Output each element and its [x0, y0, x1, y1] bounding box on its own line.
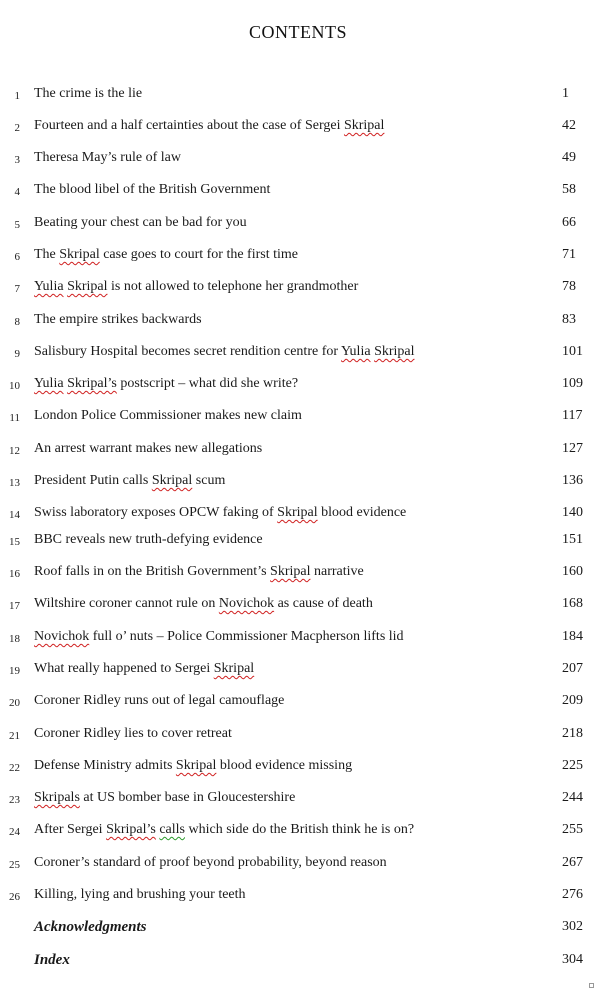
chapter-number: 9 — [14, 348, 20, 360]
page-number: 83 — [562, 312, 576, 327]
page-number: 140 — [562, 505, 583, 520]
chapter-number: 4 — [14, 186, 20, 198]
chapter-title[interactable] — [34, 473, 225, 489]
toc-row[interactable] — [0, 344, 596, 366]
page-number: 117 — [562, 408, 583, 423]
title-segment: Defense Ministry admits — [34, 758, 176, 773]
title-segment: full o’ nuts – Police Commissioner Macpherson lifts lid — [89, 629, 404, 644]
chapter-number: 26 — [9, 891, 20, 903]
page-number: 71 — [562, 247, 576, 262]
spellcheck-flagged-word: Skripal’s — [106, 822, 156, 837]
title-segment: Killing, lying and brushing your teeth — [34, 887, 246, 902]
chapter-number: 3 — [14, 154, 20, 166]
toc-row[interactable] — [0, 532, 596, 554]
toc-row[interactable] — [0, 247, 596, 269]
chapter-title[interactable] — [34, 822, 414, 838]
chapter-title[interactable] — [34, 855, 387, 871]
chapter-title[interactable] — [34, 312, 202, 328]
chapter-title[interactable] — [34, 790, 295, 806]
toc-row[interactable] — [0, 661, 596, 683]
title-segment: Beating your chest can be bad for you — [34, 215, 247, 230]
chapter-number: 5 — [14, 219, 20, 231]
title-segment: Theresa May’s rule of law — [34, 150, 181, 165]
chapter-number: 1 — [14, 90, 20, 102]
backmatter-title[interactable]: Index — [34, 952, 70, 968]
toc-row[interactable] — [0, 441, 596, 463]
spellcheck-flagged-word: Skripal — [175, 758, 217, 773]
chapter-title[interactable] — [34, 441, 262, 457]
title-segment: Coroner’s standard of proof beyond probability, beyond reason — [34, 855, 387, 870]
chapter-number: 7 — [14, 283, 20, 295]
chapter-number: 19 — [9, 665, 20, 677]
title-segment: Salisbury Hospital becomes secret rendition centre for — [34, 344, 341, 359]
title-segment: President Putin calls — [34, 473, 152, 488]
toc-row[interactable] — [0, 505, 596, 527]
spellcheck-flagged-word: Skripal — [213, 661, 255, 676]
chapter-title[interactable] — [34, 661, 254, 677]
title-segment: narrative — [310, 564, 364, 579]
chapter-number: 12 — [9, 445, 20, 457]
chapter-number: 17 — [9, 600, 20, 612]
title-segment: Coroner Ridley lies to cover retreat — [34, 726, 232, 741]
spellcheck-flagged-word: Skripals — [34, 790, 80, 805]
chapter-number: 25 — [9, 859, 20, 871]
page-number: 184 — [562, 629, 583, 644]
toc-row[interactable] — [0, 408, 596, 430]
chapter-number: 23 — [9, 794, 20, 806]
chapter-title[interactable] — [34, 215, 247, 231]
spellcheck-flagged-word: Novichok — [218, 596, 275, 611]
spellcheck-flagged-word: Yulia — [341, 344, 371, 359]
title-segment: An arrest warrant makes new allegations — [34, 441, 263, 456]
title-segment: Coroner Ridley runs out of legal camouflage — [34, 693, 285, 708]
chapter-number: 20 — [9, 697, 20, 709]
chapter-number: 18 — [9, 633, 20, 645]
chapter-title[interactable] — [34, 532, 263, 548]
toc-row[interactable] — [0, 887, 596, 909]
page-number: 136 — [562, 473, 583, 488]
page-number: 302 — [562, 919, 583, 934]
chapter-number: 14 — [9, 509, 20, 521]
backmatter-title[interactable]: Acknowledgments — [34, 919, 147, 935]
toc-row[interactable] — [0, 279, 596, 301]
chapter-number: 11 — [9, 412, 20, 424]
page-number: 267 — [562, 855, 583, 870]
chapter-title[interactable] — [34, 758, 352, 774]
toc-row[interactable] — [0, 312, 596, 334]
title-segment: What really happened to Sergei — [34, 661, 214, 676]
page-number: 49 — [562, 150, 576, 165]
toc-row[interactable] — [0, 822, 596, 844]
page-number: 209 — [562, 693, 583, 708]
toc-row[interactable] — [0, 150, 596, 172]
chapter-title[interactable] — [34, 564, 364, 580]
page-number: 304 — [562, 952, 583, 967]
corner-mark — [589, 983, 594, 988]
page-number: 244 — [562, 790, 583, 805]
spellcheck-flagged-word: Skripal — [277, 505, 318, 520]
page-number: 78 — [562, 279, 576, 294]
toc-row-backmatter[interactable] — [0, 919, 596, 941]
chapter-title[interactable] — [34, 118, 384, 134]
toc-row[interactable] — [0, 86, 596, 108]
chapter-title[interactable] — [34, 279, 358, 295]
title-segment: The empire strikes backwards — [34, 312, 202, 327]
toc-row[interactable] — [0, 182, 596, 204]
chapter-title[interactable] — [34, 596, 373, 612]
chapter-title[interactable] — [34, 629, 404, 645]
toc-row[interactable] — [0, 473, 596, 495]
page-number: 160 — [562, 564, 583, 579]
page-number: 127 — [562, 441, 583, 456]
toc-row[interactable] — [0, 596, 596, 618]
spellcheck-flagged-word: Skripal’s — [67, 376, 117, 391]
chapter-title[interactable] — [34, 505, 406, 521]
chapter-title[interactable] — [34, 182, 270, 198]
page-number: 42 — [562, 118, 576, 133]
spellcheck-flagged-word: Skripal — [59, 247, 100, 262]
title-segment: After Sergei — [34, 822, 107, 837]
spellcheck-flagged-word: Skripal — [374, 344, 415, 359]
page-number: 1 — [562, 86, 569, 101]
page-number: 225 — [562, 758, 583, 773]
chapter-number: 8 — [14, 316, 20, 328]
toc-row[interactable] — [0, 726, 596, 748]
chapter-number: 22 — [9, 762, 20, 774]
title-segment: Fourteen and a half certainties about the case of Sergei — [34, 118, 344, 133]
title-segment: Roof falls in on the British Government’s — [34, 564, 271, 579]
page-number: 101 — [562, 344, 583, 359]
spellcheck-flagged-word: Skripal — [151, 473, 193, 488]
chapter-number: 21 — [9, 730, 20, 742]
chapter-number: 2 — [14, 122, 20, 134]
chapter-number: 10 — [9, 380, 20, 392]
title-segment: scum — [192, 473, 226, 488]
title-segment: at US bomber base in Gloucestershire — [79, 790, 296, 805]
chapter-title[interactable] — [34, 247, 298, 263]
page-number: 276 — [562, 887, 583, 902]
page-number: 218 — [562, 726, 583, 741]
toc-row[interactable] — [0, 693, 596, 715]
chapter-number: 24 — [9, 826, 20, 838]
toc-row[interactable] — [0, 564, 596, 586]
spellcheck-flagged-word: Skripal — [270, 564, 311, 579]
chapter-number: 13 — [9, 477, 20, 489]
page-number: 151 — [562, 532, 583, 547]
title-segment: The — [34, 247, 60, 262]
toc-row-backmatter[interactable] — [0, 952, 596, 974]
title-segment: blood evidence — [317, 505, 407, 520]
title-segment: London Police Commissioner makes new claim — [34, 408, 302, 423]
chapter-number: 16 — [9, 568, 20, 580]
grammar-flagged-word: calls — [159, 822, 185, 837]
title-segment: is not allowed to telephone her grandmother — [107, 279, 359, 294]
chapter-title[interactable] — [34, 726, 232, 742]
toc-row[interactable] — [0, 118, 596, 140]
toc-row[interactable] — [0, 758, 596, 780]
spellcheck-flagged-word: Yulia — [34, 376, 64, 391]
chapter-title[interactable] — [34, 344, 415, 360]
spellcheck-flagged-word: Skripal — [343, 118, 385, 133]
toc-row[interactable] — [0, 855, 596, 877]
page-number: 66 — [562, 215, 576, 230]
chapter-title[interactable] — [34, 376, 298, 392]
toc-row[interactable] — [0, 629, 596, 651]
title-segment: case goes to court for the first time — [99, 247, 298, 262]
page-number: 109 — [562, 376, 583, 391]
chapter-number: 6 — [14, 251, 20, 263]
page-number: 207 — [562, 661, 583, 676]
page-number: 58 — [562, 182, 576, 197]
title-segment: Swiss laboratory exposes OPCW faking of — [34, 505, 278, 520]
title-segment: The blood libel of the British Government — [34, 182, 271, 197]
title-segment: BBC reveals new truth-defying evidence — [34, 532, 263, 547]
page-number: 255 — [562, 822, 583, 837]
chapter-number: 15 — [9, 536, 20, 548]
title-segment: blood evidence missing — [216, 758, 353, 773]
chapter-title[interactable] — [34, 86, 142, 102]
title-segment: postscript – what did she write? — [116, 376, 299, 391]
spellcheck-flagged-word: Skripal — [67, 279, 108, 294]
page-title: CONTENTS — [249, 22, 347, 42]
title-segment: which side do the British think he is on? — [185, 822, 415, 837]
chapter-title[interactable] — [34, 693, 284, 709]
chapter-title[interactable] — [34, 408, 302, 424]
spellcheck-flagged-word: Novichok — [34, 629, 90, 644]
title-segment: as cause of death — [274, 596, 373, 611]
toc-row[interactable] — [0, 790, 596, 812]
title-segment: Wiltshire coroner cannot rule on — [34, 596, 219, 611]
title-segment: The crime is the lie — [34, 86, 143, 101]
toc-row[interactable] — [0, 376, 596, 398]
spellcheck-flagged-word: Yulia — [34, 279, 64, 294]
chapter-title[interactable] — [34, 887, 246, 903]
chapter-title[interactable] — [34, 150, 181, 166]
toc-row[interactable] — [0, 215, 596, 237]
page-number: 168 — [562, 596, 583, 611]
